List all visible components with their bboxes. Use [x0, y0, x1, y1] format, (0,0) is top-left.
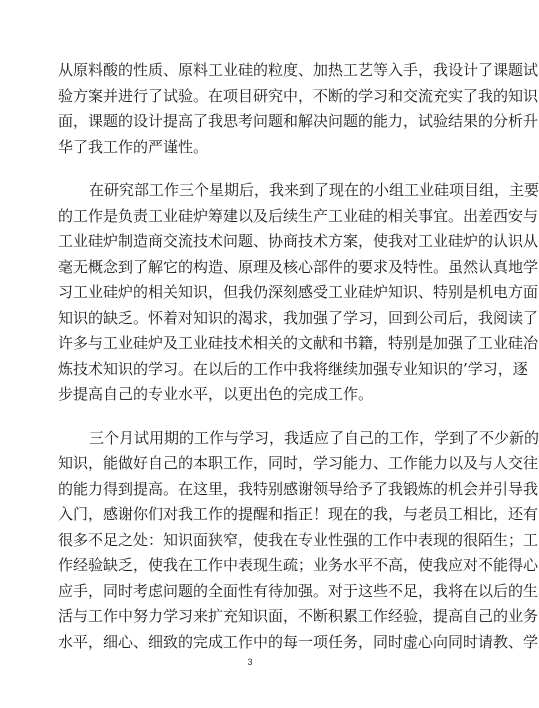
text-line: 三个月试用期的工作与学习，我适应了自己的工作，学到了不少新的 — [89, 428, 539, 447]
document-body — [58, 58, 539, 655]
text-line: 的工作是负责工业硅炉筹建以及后续生产工业硅的相关事宜。出差西安与 — [58, 206, 539, 225]
text-line: 水平，细心、细致的完成工作中的每一项任务，同时虚心向同时请教、学 — [58, 632, 539, 651]
paragraph-3 — [58, 426, 539, 656]
text-line: 毫无概念到了解它的构造、原理及核心部件的要求及特性。虽然认真地学 — [58, 257, 539, 276]
text-line: 作经验缺乏，使我在工作中表现生疏；业务水平不高，使我应对不能得心 — [58, 556, 539, 574]
text-line: 应手，同时考虑问题的全面性有待加强。对于这些不足，我将在以后的生 — [58, 581, 539, 600]
paragraph-gap — [58, 408, 442, 426]
paragraph-gap — [58, 160, 442, 178]
text-line: 在研究部工作三个星期后，我来到了现在的小组工业硅项目组，主要 — [89, 181, 539, 199]
page-number: 3 — [247, 657, 253, 667]
text-line: 炼技术知识的学习。在以后的工作中我将继续加强专业知识的’学习，逐 — [58, 359, 528, 378]
text-line: 从原料酸的性质、原料工业硅的粒度、加热工艺等入手，我设计了课题试 — [58, 61, 539, 79]
text-line: 验方案并进行了试验。在项目研究中，不断的学习和交流充实了我的知识 — [58, 86, 539, 105]
paragraph-2 — [58, 178, 539, 408]
text-line: 步提高自己的专业水平，以更出色的完成工作。 — [58, 385, 374, 403]
text-line: 许多与工业硅炉及工业硅技术相关的文献和书籍，特别是加强了工业硅冶 — [58, 334, 539, 352]
text-line: 很多不足之处：知识面狭窄，使我在专业性强的工作中表现的很陌生；工 — [58, 530, 539, 549]
text-line: 活与工作中努力学习来扩充知识面，不断积累工作经验，提高自己的业务 — [58, 607, 539, 625]
text-line: 工业硅炉制造商交流技术问题、协商技术方案，使我对工业硅炉的认识从 — [58, 232, 539, 250]
text-line: 面，课题的设计提高了我思考问题和解决问题的能力，试验结果的分析升 — [58, 112, 539, 130]
text-line: 华了我工作的严谨性。 — [58, 137, 209, 156]
text-line: 知识的缺乏。怀着对知识的渴求，我加强了学习，回到公司后，我阅读了 — [58, 308, 539, 327]
text-line: 的能力得到提高。在这里，我特别感谢领导给予了我锻炼的机会并引导我 — [58, 479, 539, 498]
text-line: 入门，感谢你们对我工作的提醒和指正！现在的我，与老员工相比，还有 — [58, 505, 539, 523]
text-line: 习工业硅炉的相关知识，但我仍深刻感受工业硅炉知识、特别是机电方面 — [58, 283, 539, 301]
paragraph-1 — [58, 58, 539, 160]
text-line: 知识，能做好自己的本职工作，同时，学习能力、工作能力以及与人交往 — [58, 454, 539, 472]
